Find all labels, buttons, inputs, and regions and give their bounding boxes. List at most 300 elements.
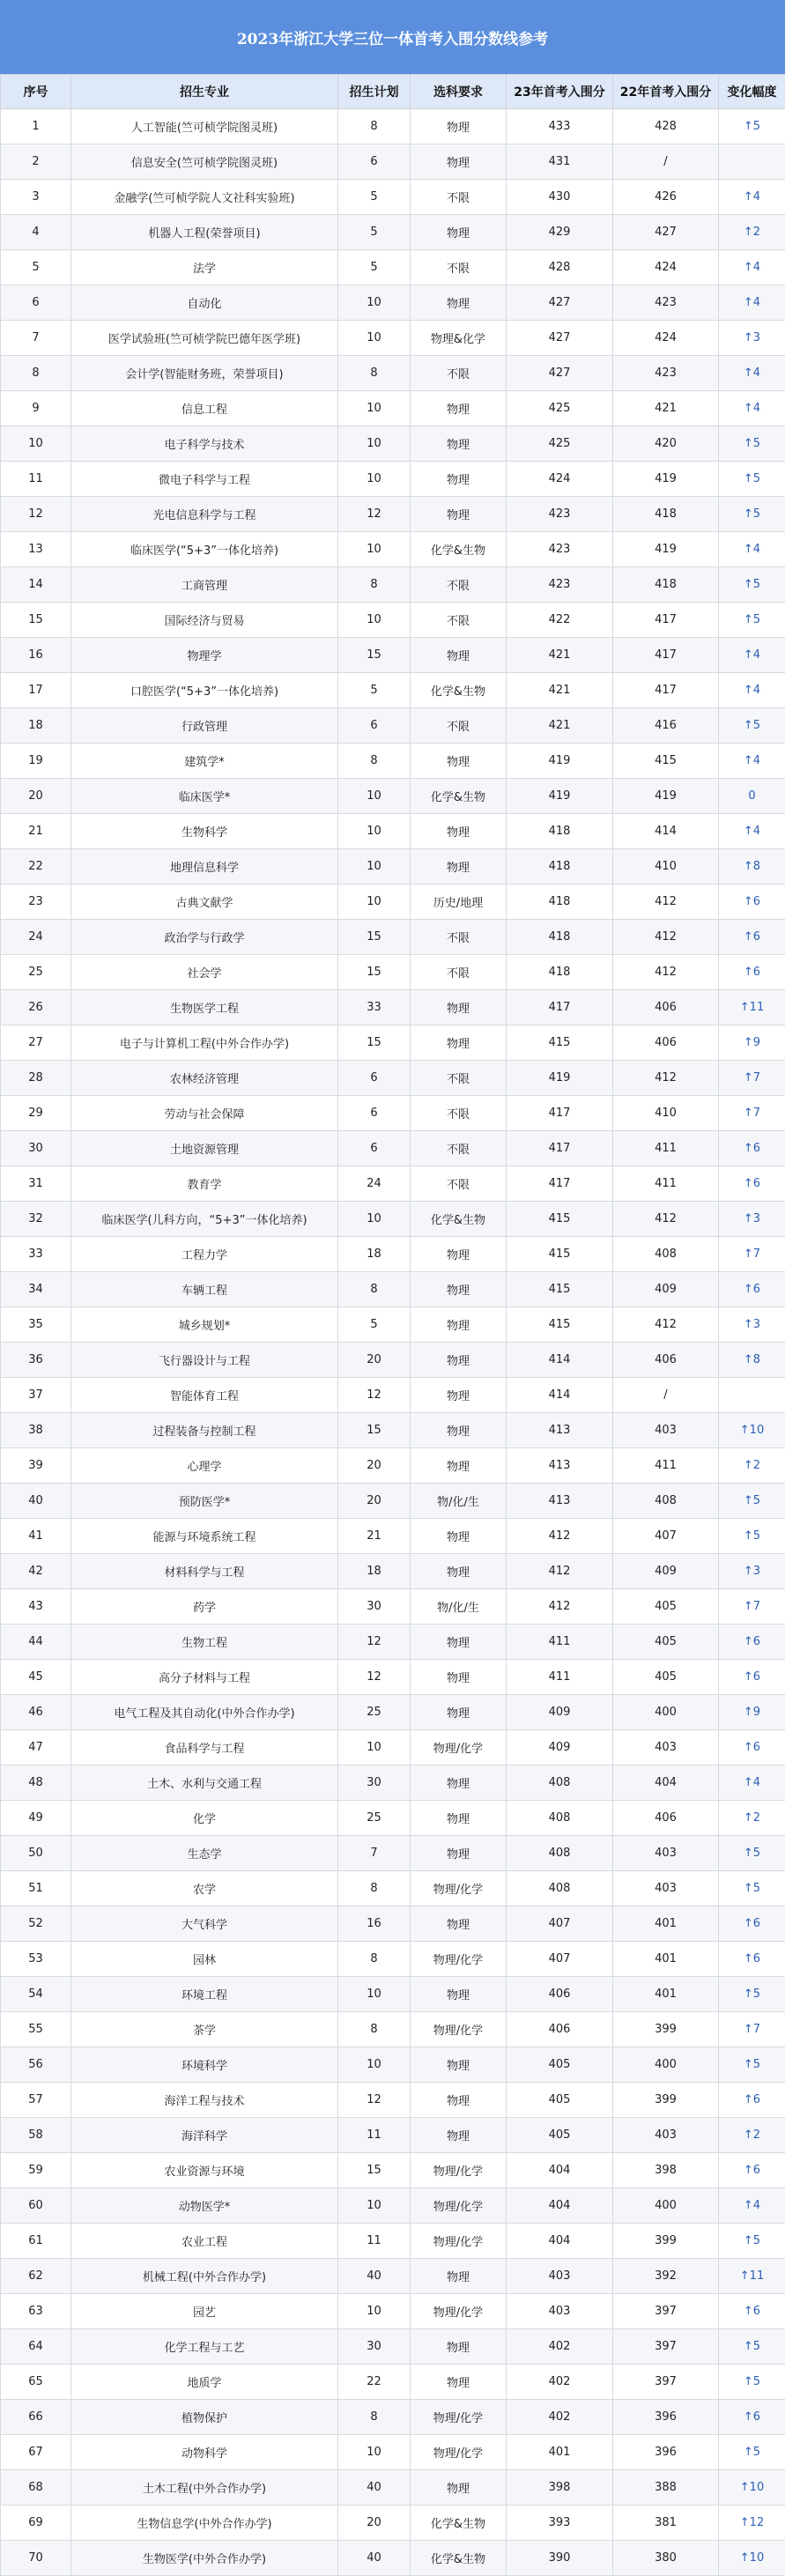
cell-subject-requirement: 物理 (411, 1272, 507, 1307)
cell-score-2022: 408 (613, 1484, 719, 1519)
cell-score-2022: 427 (613, 215, 719, 250)
cell-score-2022: 412 (613, 1202, 719, 1237)
cell-index: 33 (1, 1237, 71, 1272)
table-row (1, 1625, 785, 1660)
cell-score-2023: 413 (507, 1484, 613, 1519)
cell-subject-requirement: 不限 (411, 1096, 507, 1131)
cell-major: 信息安全(竺可桢学院图灵班) (71, 144, 338, 180)
cell-index: 7 (1, 321, 71, 356)
cell-major: 预防医学* (71, 1484, 338, 1519)
cell-major: 临床医学(“5+3”一体化培养) (71, 532, 338, 567)
cell-major: 医学试验班(竺可桢学院巴德年医学班) (71, 321, 338, 356)
cell-major: 微电子科学与工程 (71, 462, 338, 497)
cell-subject-requirement: 物理/化学 (411, 2153, 507, 2188)
cell-plan: 8 (338, 356, 411, 391)
header-subject-requirement: 选科要求 (411, 75, 507, 109)
cell-change: ↑5 (719, 2047, 785, 2083)
cell-index: 54 (1, 1977, 71, 2012)
cell-score-2023: 419 (507, 1061, 613, 1096)
score-table (0, 74, 785, 2576)
cell-score-2023: 402 (507, 2365, 613, 2400)
cell-index: 21 (1, 814, 71, 849)
cell-score-2023: 421 (507, 708, 613, 744)
cell-index: 52 (1, 1906, 71, 1942)
cell-score-2022: 406 (613, 1801, 719, 1836)
cell-plan: 7 (338, 1836, 411, 1871)
cell-change: ↑3 (719, 1202, 785, 1237)
cell-plan: 8 (338, 1871, 411, 1906)
cell-change: ↑2 (719, 2118, 785, 2153)
cell-score-2023: 418 (507, 885, 613, 920)
cell-score-2022: 419 (613, 532, 719, 567)
table-row (1, 955, 785, 990)
cell-score-2022: 428 (613, 109, 719, 144)
cell-subject-requirement: 物理 (411, 1977, 507, 2012)
cell-score-2023: 418 (507, 920, 613, 955)
cell-score-2023: 419 (507, 779, 613, 814)
cell-index: 2 (1, 144, 71, 180)
cell-index: 39 (1, 1448, 71, 1484)
cell-score-2022: 392 (613, 2259, 719, 2294)
cell-change: ↑5 (719, 2329, 785, 2365)
cell-index: 45 (1, 1660, 71, 1695)
cell-score-2023: 401 (507, 2435, 613, 2470)
cell-score-2023: 411 (507, 1625, 613, 1660)
cell-score-2023: 407 (507, 1942, 613, 1977)
cell-index: 60 (1, 2188, 71, 2224)
cell-score-2022: 411 (613, 1131, 719, 1166)
cell-score-2023: 408 (507, 1836, 613, 1871)
table-row (1, 2259, 785, 2294)
table-row (1, 321, 785, 356)
cell-score-2022: 405 (613, 1589, 719, 1625)
cell-subject-requirement: 物理 (411, 1519, 507, 1554)
cell-index: 48 (1, 1765, 71, 1801)
cell-subject-requirement: 物/化/生 (411, 1484, 507, 1519)
table-row (1, 1765, 785, 1801)
cell-score-2022: 400 (613, 1695, 719, 1730)
cell-score-2022: 406 (613, 1343, 719, 1378)
cell-index: 58 (1, 2118, 71, 2153)
table-row (1, 1272, 785, 1307)
cell-major: 园艺 (71, 2294, 338, 2329)
cell-score-2022: 401 (613, 1942, 719, 1977)
cell-plan: 20 (338, 1448, 411, 1484)
cell-change: ↑6 (719, 1131, 785, 1166)
cell-subject-requirement: 物理 (411, 1765, 507, 1801)
cell-plan: 30 (338, 1589, 411, 1625)
cell-index: 20 (1, 779, 71, 814)
table-row (1, 1660, 785, 1695)
table-row (1, 920, 785, 955)
table-row (1, 1096, 785, 1131)
cell-score-2022: 417 (613, 603, 719, 638)
cell-plan: 10 (338, 2047, 411, 2083)
cell-score-2022: 399 (613, 2012, 719, 2047)
cell-change: ↑4 (719, 638, 785, 673)
cell-score-2022: 406 (613, 990, 719, 1025)
cell-plan: 6 (338, 1096, 411, 1131)
cell-plan: 12 (338, 1378, 411, 1413)
cell-change (719, 144, 785, 180)
cell-score-2023: 433 (507, 109, 613, 144)
cell-index: 9 (1, 391, 71, 426)
cell-score-2022: 398 (613, 2153, 719, 2188)
cell-score-2023: 419 (507, 744, 613, 779)
table-row (1, 638, 785, 673)
cell-score-2022: 410 (613, 849, 719, 885)
cell-change: ↑6 (719, 1730, 785, 1765)
cell-change: ↑2 (719, 1448, 785, 1484)
cell-score-2023: 412 (507, 1554, 613, 1589)
cell-major: 地理信息科学 (71, 849, 338, 885)
cell-plan: 5 (338, 215, 411, 250)
cell-score-2022: 396 (613, 2435, 719, 2470)
cell-plan: 20 (338, 1484, 411, 1519)
cell-change: ↑5 (719, 497, 785, 532)
cell-score-2022: 414 (613, 814, 719, 849)
cell-change: ↑6 (719, 1942, 785, 1977)
cell-score-2023: 417 (507, 1166, 613, 1202)
cell-plan: 20 (338, 2506, 411, 2541)
cell-score-2023: 404 (507, 2188, 613, 2224)
table-row (1, 2400, 785, 2435)
cell-subject-requirement: 物理 (411, 1448, 507, 1484)
cell-score-2023: 413 (507, 1413, 613, 1448)
cell-index: 51 (1, 1871, 71, 1906)
cell-plan: 15 (338, 1413, 411, 1448)
cell-subject-requirement: 物理 (411, 144, 507, 180)
table-row (1, 1730, 785, 1765)
cell-subject-requirement: 物理 (411, 1237, 507, 1272)
table-row (1, 567, 785, 603)
table-row (1, 2506, 785, 2541)
cell-score-2022: 408 (613, 1237, 719, 1272)
cell-change: ↑5 (719, 1836, 785, 1871)
cell-score-2022: 411 (613, 1166, 719, 1202)
cell-subject-requirement: 物理/化学 (411, 1942, 507, 1977)
cell-index: 1 (1, 109, 71, 144)
cell-change: ↑9 (719, 1695, 785, 1730)
cell-change: ↑10 (719, 2541, 785, 2576)
cell-change: ↑4 (719, 250, 785, 285)
cell-score-2022: 409 (613, 1272, 719, 1307)
table-row (1, 1484, 785, 1519)
table-row (1, 2188, 785, 2224)
cell-index: 65 (1, 2365, 71, 2400)
cell-plan: 16 (338, 1906, 411, 1942)
cell-index: 50 (1, 1836, 71, 1871)
cell-score-2022: 397 (613, 2329, 719, 2365)
cell-subject-requirement: 不限 (411, 1061, 507, 1096)
table-row (1, 603, 785, 638)
cell-score-2023: 418 (507, 814, 613, 849)
cell-change: ↑6 (719, 2083, 785, 2118)
cell-score-2022: 411 (613, 1448, 719, 1484)
cell-plan: 10 (338, 391, 411, 426)
cell-score-2023: 422 (507, 603, 613, 638)
cell-score-2023: 390 (507, 2541, 613, 2576)
table-row (1, 462, 785, 497)
cell-change: ↑6 (719, 2400, 785, 2435)
cell-score-2023: 409 (507, 1695, 613, 1730)
cell-subject-requirement: 物理 (411, 1801, 507, 1836)
cell-major: 海洋科学 (71, 2118, 338, 2153)
cell-index: 67 (1, 2435, 71, 2470)
cell-change: ↑7 (719, 1237, 785, 1272)
cell-subject-requirement: 不限 (411, 1166, 507, 1202)
cell-change: ↑10 (719, 2470, 785, 2506)
table-row (1, 779, 785, 814)
cell-major: 材料科学与工程 (71, 1554, 338, 1589)
cell-change: ↑6 (719, 1660, 785, 1695)
cell-subject-requirement: 物理 (411, 814, 507, 849)
cell-plan: 10 (338, 532, 411, 567)
cell-index: 68 (1, 2470, 71, 2506)
cell-score-2022: 381 (613, 2506, 719, 2541)
cell-score-2023: 412 (507, 1519, 613, 1554)
cell-change: ↑5 (719, 567, 785, 603)
cell-subject-requirement: 物理/化学 (411, 1730, 507, 1765)
cell-subject-requirement: 不限 (411, 250, 507, 285)
cell-score-2023: 393 (507, 2506, 613, 2541)
cell-score-2023: 414 (507, 1378, 613, 1413)
cell-score-2022: 403 (613, 1730, 719, 1765)
cell-plan: 6 (338, 708, 411, 744)
cell-change: ↑3 (719, 1307, 785, 1343)
cell-index: 40 (1, 1484, 71, 1519)
cell-plan: 10 (338, 1202, 411, 1237)
cell-score-2023: 427 (507, 285, 613, 321)
cell-index: 5 (1, 250, 71, 285)
cell-score-2022: 418 (613, 497, 719, 532)
cell-score-2023: 403 (507, 2294, 613, 2329)
cell-index: 53 (1, 1942, 71, 1977)
page-title: 2023年浙江大学三位一体首考入围分数线参考 (0, 0, 785, 74)
cell-index: 26 (1, 990, 71, 1025)
cell-major: 生态学 (71, 1836, 338, 1871)
cell-score-2022: 401 (613, 1977, 719, 2012)
cell-major: 茶学 (71, 2012, 338, 2047)
cell-subject-requirement: 物理 (411, 1378, 507, 1413)
cell-subject-requirement: 物理 (411, 638, 507, 673)
cell-subject-requirement: 物理 (411, 744, 507, 779)
table-row (1, 1378, 785, 1413)
cell-major: 物理学 (71, 638, 338, 673)
cell-score-2022: 397 (613, 2294, 719, 2329)
cell-score-2023: 408 (507, 1765, 613, 1801)
cell-score-2022: 412 (613, 1307, 719, 1343)
cell-change: ↑5 (719, 1484, 785, 1519)
cell-score-2022: 426 (613, 180, 719, 215)
cell-major: 口腔医学(“5+3”一体化培养) (71, 673, 338, 708)
cell-change: ↑4 (719, 673, 785, 708)
cell-score-2023: 411 (507, 1660, 613, 1695)
cell-subject-requirement: 物理/化学 (411, 2012, 507, 2047)
cell-plan: 12 (338, 2083, 411, 2118)
cell-index: 66 (1, 2400, 71, 2435)
cell-score-2022: 423 (613, 356, 719, 391)
cell-score-2022: 412 (613, 920, 719, 955)
table-row (1, 2153, 785, 2188)
cell-score-2023: 428 (507, 250, 613, 285)
cell-plan: 12 (338, 497, 411, 532)
cell-change: ↑4 (719, 285, 785, 321)
cell-major: 环境工程 (71, 1977, 338, 2012)
table-row (1, 1836, 785, 1871)
cell-major: 劳动与社会保障 (71, 1096, 338, 1131)
cell-major: 化学工程与工艺 (71, 2329, 338, 2365)
cell-subject-requirement: 物理 (411, 109, 507, 144)
cell-major: 生物工程 (71, 1625, 338, 1660)
cell-score-2023: 417 (507, 1131, 613, 1166)
cell-score-2023: 415 (507, 1307, 613, 1343)
cell-change: ↑5 (719, 2224, 785, 2259)
cell-index: 43 (1, 1589, 71, 1625)
cell-plan: 6 (338, 1061, 411, 1096)
cell-plan: 11 (338, 2224, 411, 2259)
table-row (1, 250, 785, 285)
cell-major: 机械工程(中外合作办学) (71, 2259, 338, 2294)
cell-major: 土地资源管理 (71, 1131, 338, 1166)
cell-score-2022: 421 (613, 391, 719, 426)
cell-score-2022: 400 (613, 2047, 719, 2083)
header-major: 招生专业 (71, 75, 338, 109)
cell-plan: 10 (338, 462, 411, 497)
cell-plan: 15 (338, 955, 411, 990)
cell-index: 42 (1, 1554, 71, 1589)
cell-major: 生物科学 (71, 814, 338, 849)
cell-change: ↑6 (719, 1272, 785, 1307)
cell-index: 62 (1, 2259, 71, 2294)
cell-subject-requirement: 物理/化学 (411, 2400, 507, 2435)
cell-major: 生物医学工程 (71, 990, 338, 1025)
table-row (1, 426, 785, 462)
table-row (1, 2329, 785, 2365)
cell-score-2022: 417 (613, 673, 719, 708)
cell-subject-requirement: 物理 (411, 1660, 507, 1695)
cell-change: ↑6 (719, 2153, 785, 2188)
cell-index: 13 (1, 532, 71, 567)
cell-subject-requirement: 不限 (411, 180, 507, 215)
cell-change: ↑6 (719, 955, 785, 990)
cell-plan: 8 (338, 744, 411, 779)
table-row (1, 1343, 785, 1378)
cell-index: 30 (1, 1131, 71, 1166)
cell-major: 智能体育工程 (71, 1378, 338, 1413)
cell-change: ↑10 (719, 1413, 785, 1448)
cell-subject-requirement: 化学&生物 (411, 673, 507, 708)
cell-major: 临床医学(儿科方向，“5+3”一体化培养) (71, 1202, 338, 1237)
table-row (1, 2435, 785, 2470)
cell-subject-requirement: 化学&生物 (411, 779, 507, 814)
cell-change: ↑5 (719, 426, 785, 462)
cell-change: 0 (719, 779, 785, 814)
header-plan: 招生计划 (338, 75, 411, 109)
cell-score-2022: 412 (613, 1061, 719, 1096)
cell-change: ↑6 (719, 2294, 785, 2329)
table-row (1, 1695, 785, 1730)
cell-plan: 5 (338, 180, 411, 215)
cell-score-2022: 405 (613, 1660, 719, 1695)
table-row (1, 1801, 785, 1836)
cell-score-2022: 410 (613, 1096, 719, 1131)
cell-index: 44 (1, 1625, 71, 1660)
cell-major: 土木、水利与交通工程 (71, 1765, 338, 1801)
cell-index: 14 (1, 567, 71, 603)
cell-score-2023: 402 (507, 2400, 613, 2435)
cell-major: 土木工程(中外合作办学) (71, 2470, 338, 2506)
cell-plan: 40 (338, 2541, 411, 2576)
cell-plan: 40 (338, 2259, 411, 2294)
cell-subject-requirement: 化学&生物 (411, 2541, 507, 2576)
cell-index: 38 (1, 1413, 71, 1448)
cell-major: 工程力学 (71, 1237, 338, 1272)
cell-score-2023: 412 (507, 1589, 613, 1625)
cell-change: ↑4 (719, 532, 785, 567)
cell-index: 11 (1, 462, 71, 497)
table-row (1, 708, 785, 744)
cell-score-2023: 423 (507, 497, 613, 532)
cell-change: ↑6 (719, 1166, 785, 1202)
cell-major: 金融学(竺可桢学院人文社科实验班) (71, 180, 338, 215)
cell-index: 61 (1, 2224, 71, 2259)
cell-subject-requirement: 物理/化学 (411, 2188, 507, 2224)
cell-score-2023: 427 (507, 321, 613, 356)
cell-score-2022: 380 (613, 2541, 719, 2576)
table-row (1, 744, 785, 779)
cell-plan: 10 (338, 1730, 411, 1765)
cell-change: ↑4 (719, 356, 785, 391)
cell-change: ↑5 (719, 1977, 785, 2012)
cell-index: 34 (1, 1272, 71, 1307)
cell-score-2023: 418 (507, 849, 613, 885)
cell-index: 63 (1, 2294, 71, 2329)
cell-score-2023: 421 (507, 638, 613, 673)
cell-subject-requirement: 物理 (411, 1695, 507, 1730)
cell-plan: 6 (338, 1131, 411, 1166)
table-row (1, 391, 785, 426)
cell-score-2023: 408 (507, 1801, 613, 1836)
cell-index: 22 (1, 849, 71, 885)
cell-index: 31 (1, 1166, 71, 1202)
cell-subject-requirement: 物理 (411, 1554, 507, 1589)
cell-subject-requirement: 物理/化学 (411, 2294, 507, 2329)
cell-subject-requirement: 不限 (411, 1131, 507, 1166)
cell-score-2023: 425 (507, 426, 613, 462)
cell-change: ↑11 (719, 2259, 785, 2294)
cell-plan: 8 (338, 1942, 411, 1977)
cell-change: ↑5 (719, 1871, 785, 1906)
table-body (1, 109, 785, 2576)
cell-subject-requirement: 物理 (411, 497, 507, 532)
cell-subject-requirement: 物理 (411, 2365, 507, 2400)
cell-major: 飞行器设计与工程 (71, 1343, 338, 1378)
cell-index: 55 (1, 2012, 71, 2047)
cell-score-2022: 388 (613, 2470, 719, 2506)
cell-subject-requirement: 物理 (411, 1343, 507, 1378)
cell-score-2023: 415 (507, 1202, 613, 1237)
cell-major: 会计学(智能财务班，荣誉项目) (71, 356, 338, 391)
cell-score-2022: 416 (613, 708, 719, 744)
cell-score-2022: 419 (613, 462, 719, 497)
cell-index: 8 (1, 356, 71, 391)
cell-plan: 25 (338, 1801, 411, 1836)
cell-score-2022: 399 (613, 2083, 719, 2118)
cell-change: ↑6 (719, 885, 785, 920)
cell-index: 69 (1, 2506, 71, 2541)
cell-score-2023: 407 (507, 1906, 613, 1942)
